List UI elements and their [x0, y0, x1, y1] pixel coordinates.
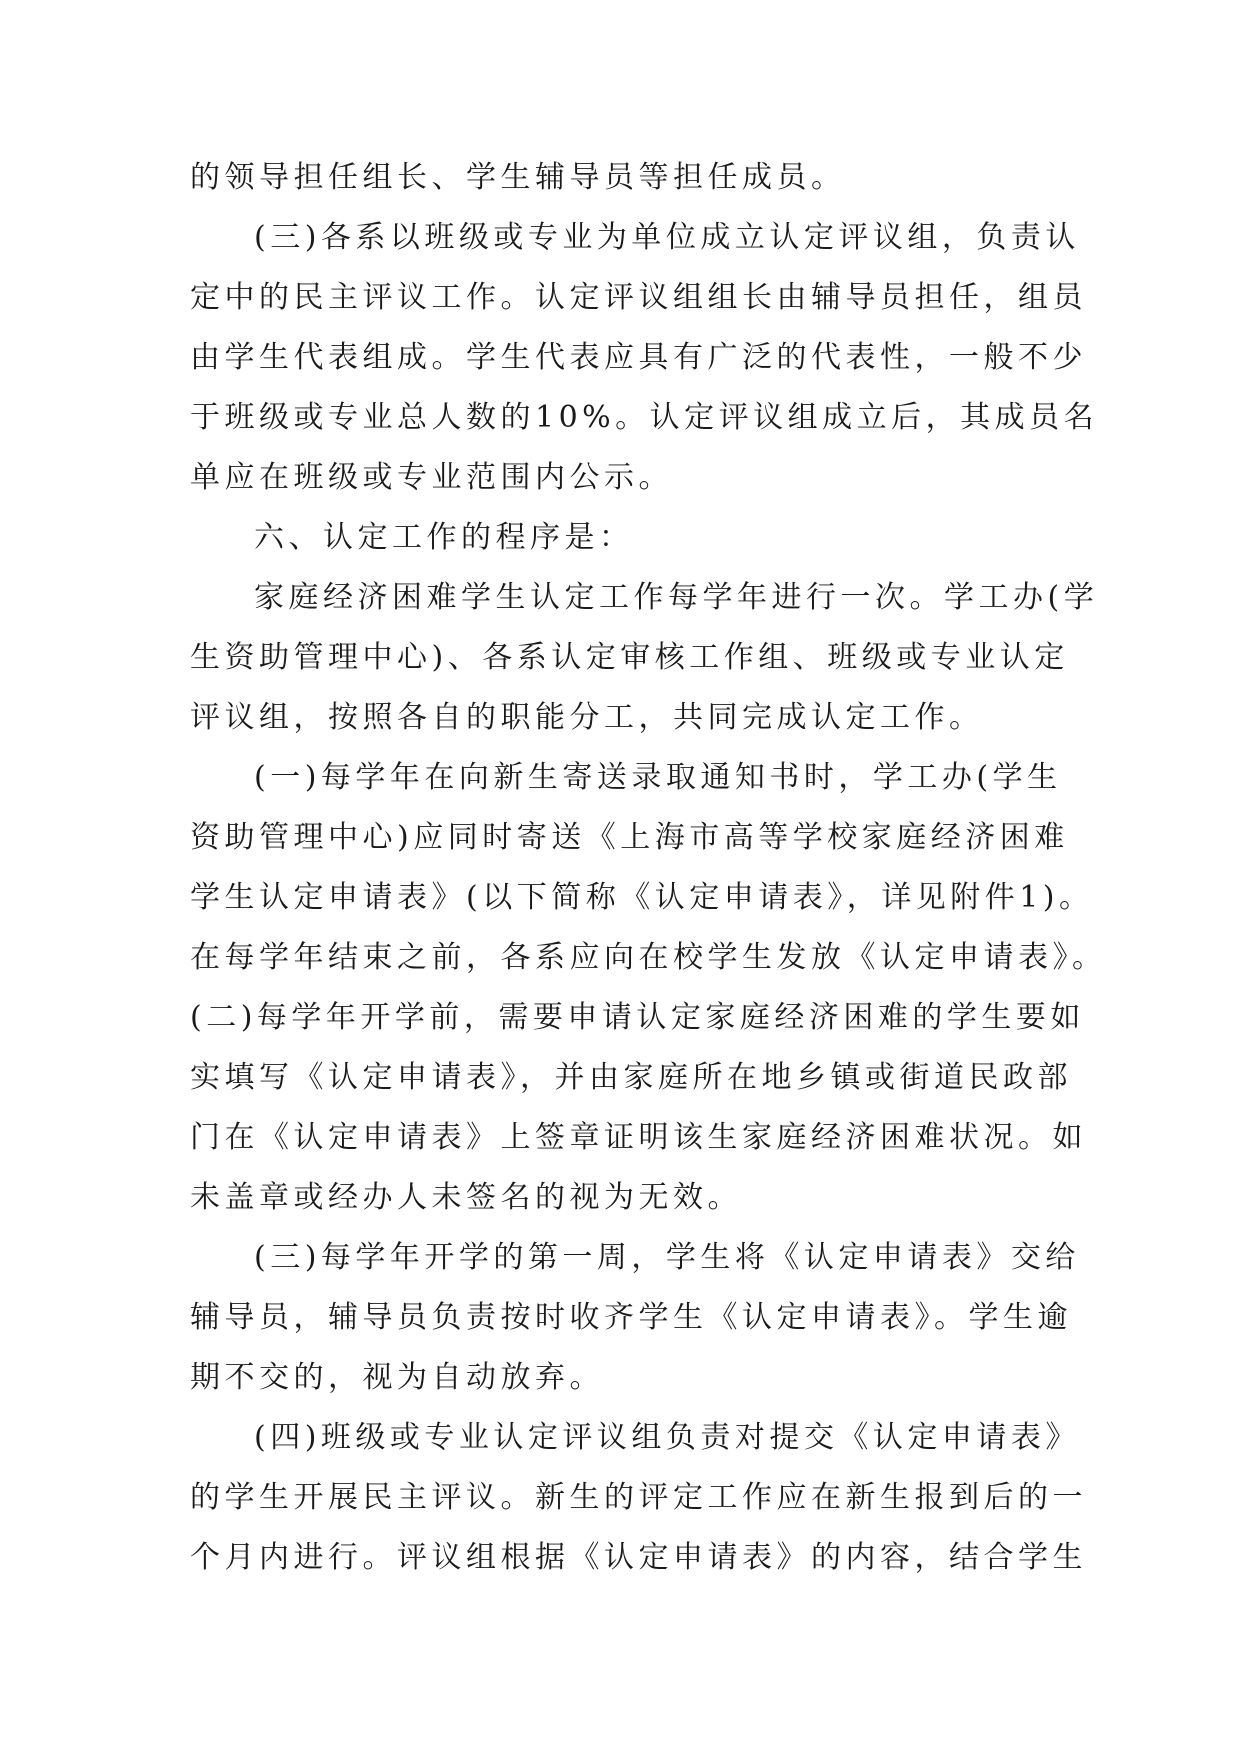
text-line: 期不交的，视为自动放弃。	[190, 1360, 604, 1395]
text-line: 实填写《认定申请表》，并由家庭所在地乡镇或街道民政部	[190, 1060, 1072, 1095]
text-line: 生资助管理中心)、各系认定审核工作组、班级或专业认定	[190, 640, 1069, 675]
text-line: (三)每学年开学的第一周，学生将《认定申请表》交给	[254, 1240, 1080, 1275]
text-line: 辅导员，辅导员负责按时收齐学生《认定申请表》。学生逾	[190, 1300, 1072, 1335]
text-line: 六、认定工作的程序是：	[254, 520, 634, 555]
text-line: 的领导担任组长、学生辅导员等担任成员。	[190, 160, 846, 195]
text-line: (四)班级或专业认定评议组负责对提交《认定申请表》	[254, 1420, 1080, 1455]
text-line: 由学生代表组成。学生代表应具有广泛的代表性，一般不少	[190, 340, 1087, 375]
text-line: 学生认定申请表》(以下简称《认定申请表》，详见附件1)。	[190, 880, 1094, 915]
text-line: 门在《认定申请表》上签章证明该生家庭经济困难状况。如	[190, 1120, 1087, 1155]
text-line: 评议组，按照各自的职能分工，共同完成认定工作。	[190, 700, 984, 735]
text-line: 单应在班级或专业范围内公示。	[190, 460, 673, 495]
text-line: (三)各系以班级或专业为单位成立认定评议组，负责认	[254, 220, 1080, 255]
text-line: (二)每学年开学前，需要申请认定家庭经济困难的学生要如	[190, 1000, 1085, 1035]
text-line: 个月内进行。评议组根据《认定申请表》的内容，结合学生	[190, 1540, 1087, 1575]
text-line: 未盖章或经办人未签名的视为无效。	[190, 1180, 742, 1215]
text-line: 资助管理中心)应同时寄送《上海市高等学校家庭经济困难	[190, 820, 1069, 855]
text-line: 的学生开展民主评议。新生的评定工作应在新生报到后的一	[190, 1480, 1087, 1515]
text-line: 于班级或专业总人数的10%。认定评议组成立后，其成员名	[190, 400, 1099, 435]
document-body	[190, 148, 1107, 1588]
text-line: 定中的民主评议工作。认定评议组组长由辅导员担任，组员	[190, 280, 1087, 315]
text-line: 在每学年结束之前，各系应向在校学生发放《认定申请表》。	[190, 940, 1107, 975]
text-line: 家庭经济困难学生认定工作每学年进行一次。学工办(学	[254, 580, 1099, 615]
text-line: (一)每学年在向新生寄送录取通知书时，学工办(学生	[254, 760, 1062, 795]
